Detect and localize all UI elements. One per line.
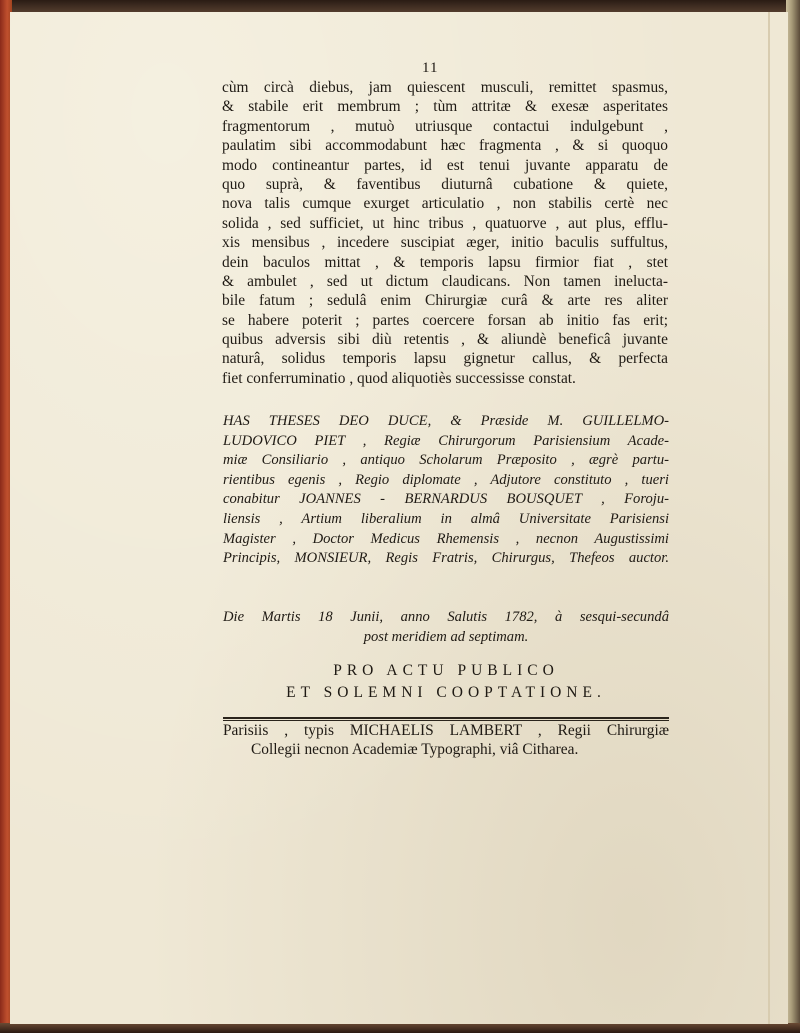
imprint-line: Collegii necnon Academiæ Typographi, viâ Citharea. — [251, 741, 579, 759]
page-number: 11 — [422, 60, 439, 76]
document-page — [10, 12, 788, 1024]
body-line: bile fatum ; sedulâ enim Chirurgiæ curâ & arte res aliter — [222, 292, 668, 310]
body-line: solida , sed sufficiet, ut hinc tribus , quatuorve , aut plus, efflu- — [222, 214, 668, 232]
act-heading — [223, 660, 669, 704]
imprint-line: Parisiis , typis MICHAELIS LAMBERT , Regii Chirurgiæ — [223, 722, 669, 739]
dedication-line: rientibus egenis , Regio diplomate , Adjutore constituto , tueri — [223, 471, 669, 488]
body-paragraph — [222, 78, 668, 388]
act-heading-line: ET SOLEMNI COOPTATIONE. — [286, 684, 606, 701]
dedication-line: liensis , Artium liberalium in almâ Universitate Parisiensi — [223, 510, 669, 527]
dedication-line: Magister , Doctor Medicus Rhemensis , necnon Augustissimi — [223, 530, 669, 547]
thesis-dedication — [223, 412, 669, 569]
body-line: & ambulet , sed ut dictum claudicans. Non tamen ineluctа- — [222, 272, 668, 290]
body-line: paulatim sibi accommodabunt hæc fragmenta , & si quoquo — [222, 137, 668, 155]
dedication-line: conabitur JOANNES - BERNARDUS BOUSQUET , Foroju- — [223, 491, 669, 508]
act-heading-line: PRO ACTU PUBLICO — [333, 662, 559, 679]
dedication-line: HAS THESES DEO DUCE, & Præside M. GUILLELMO- — [223, 413, 669, 429]
book-edge-bottom — [0, 1023, 800, 1033]
body-line: quibus adversis sibi diù retentis , & aliundè beneficâ juvante — [222, 331, 668, 349]
printer-imprint — [223, 721, 669, 760]
body-line: se habere poterit ; partes coercere forsan ab initio fas erit; — [222, 311, 668, 329]
body-line: nova talis cumque exurget articulatio , non stabilis certè nec — [222, 195, 668, 213]
body-line: modo contineantur partes, id est tenui juvante apparatu de — [222, 156, 668, 174]
date-line: Die Martis 18 Junii, anno Salutis 1782, à sesqui-secundâ — [223, 609, 669, 625]
page-fold-shadow — [768, 12, 770, 1024]
body-line: dein baculos mittat , & temporis lapsu firmior fiat , stet — [222, 253, 668, 271]
body-line: xis mensibus , incedere suscipiat æger, initio baculis suffultus, — [222, 234, 668, 252]
body-line: quo suprà, & faventibus diuturnâ cubatione & quiete, — [222, 175, 668, 193]
book-edge-right — [786, 0, 800, 1033]
body-line: cùm circà diebus, jam quiescent musculi, remittet spasmus, — [222, 79, 668, 96]
dedication-line: Principis, MONSIEUR, Regis Fratris, Chirurgus, Thefeos auctor. — [223, 550, 669, 567]
body-line: naturâ, solidus temporis lapsu gignetur callus, & perfecta — [222, 350, 668, 368]
defense-date — [223, 608, 669, 647]
date-line: post meridiem ad septimam. — [363, 628, 529, 645]
dedication-line: miæ Consiliario , antiquo Scholarum Præposito , ægrè partu- — [223, 452, 669, 469]
dedication-line: LUDOVICO PIET , Regiæ Chirurgorum Parisiensium Acade- — [223, 432, 669, 449]
body-line: fragmentorum , mutuò utriusque contactui indulgebunt , — [222, 117, 668, 135]
body-line: & stabile erit membrum ; tùm attritæ & exesæ asperitates — [222, 98, 668, 116]
body-line: fiet conferruminatio , quod aliquotiès successisse constat. — [222, 369, 576, 387]
